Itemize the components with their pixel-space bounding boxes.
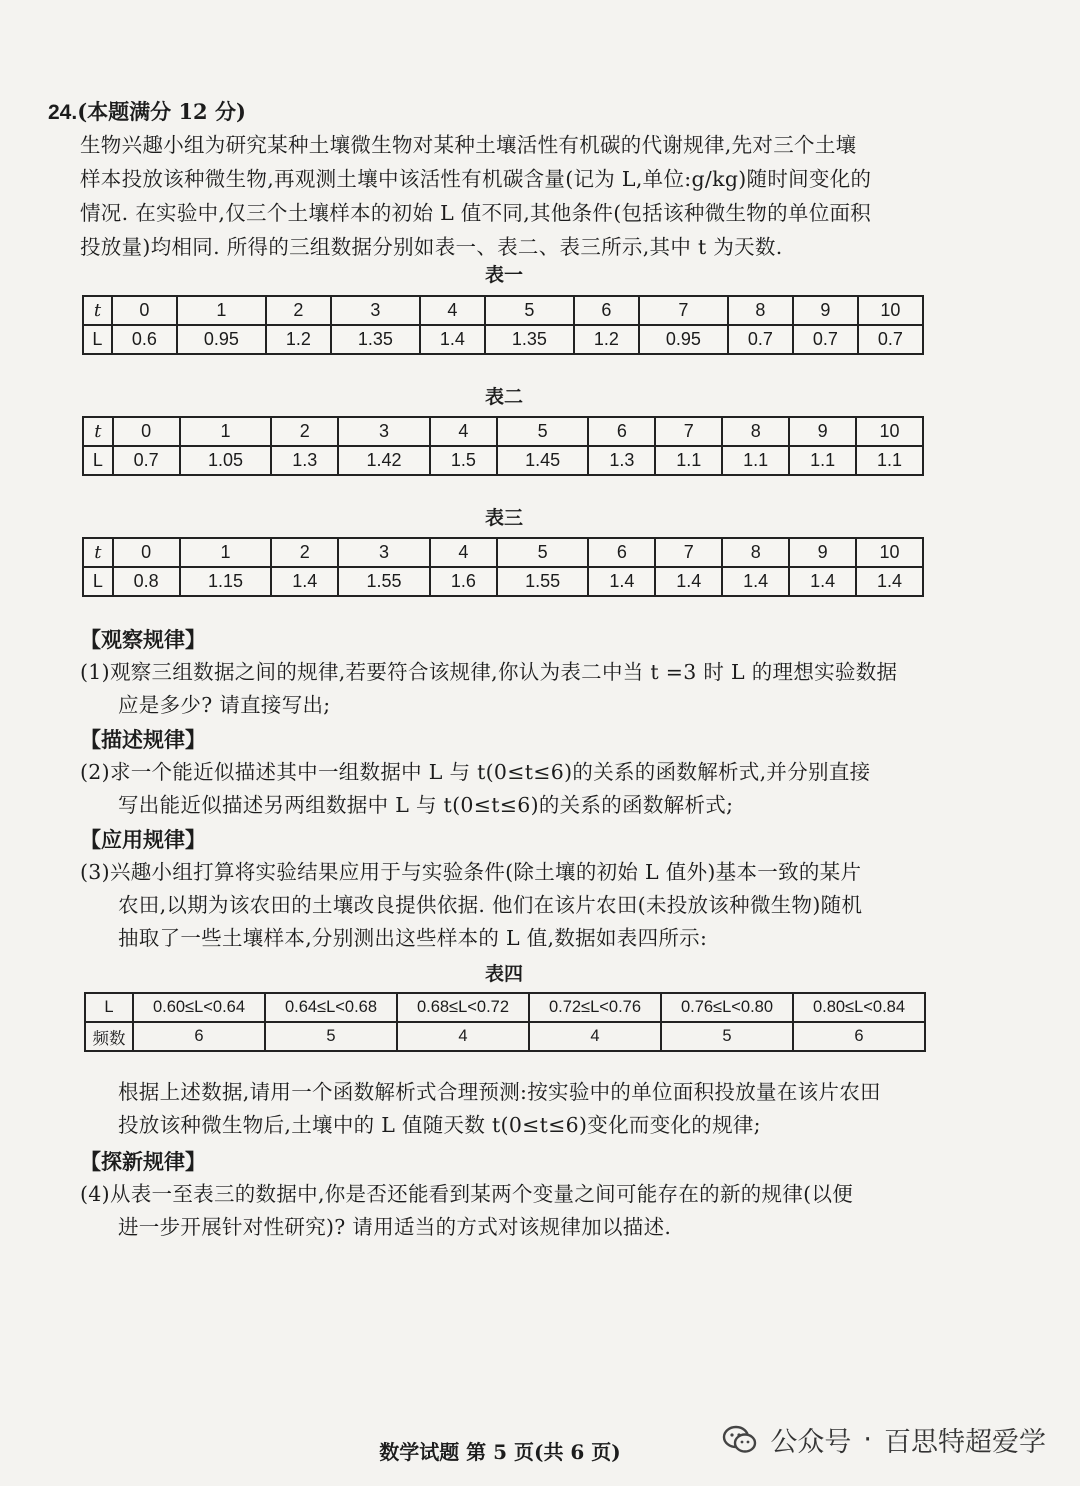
table-cell: 6 — [588, 538, 655, 567]
table-row — [83, 417, 923, 446]
table-cell: 1.1 — [856, 446, 923, 475]
table-cell: 4 — [430, 417, 497, 446]
wechat-icon — [722, 1424, 758, 1456]
table-cell: 1.1 — [722, 446, 789, 475]
table-cell: 1.1 — [789, 446, 856, 475]
intro-line: 投放量)均相同. 所得的三组数据分别如表一、表二、表三所示,其中 t 为天数. — [80, 235, 783, 259]
table-cell: 1 — [177, 296, 266, 325]
table-cell: 0.60≤L<0.64 — [133, 993, 265, 1022]
table-cell: 4 — [529, 1022, 661, 1051]
table-cell: 1.4 — [789, 567, 856, 596]
table-row — [83, 325, 923, 354]
table-cell: 10 — [856, 417, 923, 446]
question-part-4 — [80, 1178, 980, 1244]
table-cell: 1.2 — [574, 325, 639, 354]
intro-line: 生物兴趣小组为研究某种土壤微生物对某种土壤活性有机碳的代谢规律,先对三个土壤 — [80, 133, 857, 157]
table-cell: 0.6 — [112, 325, 177, 354]
table-cell: 1.35 — [485, 325, 574, 354]
table-cell: 1.05 — [180, 446, 272, 475]
table-cell: 10 — [856, 538, 923, 567]
part-line: (1)观察三组数据之间的规律,若要符合该规律,你认为表二中当 t =3 时 L 的理想实验数据 — [80, 660, 898, 684]
table-cell: 1.1 — [655, 446, 722, 475]
table-cell: 5 — [265, 1022, 397, 1051]
table-cell: 7 — [655, 417, 722, 446]
part-line: 农田,以期为该农田的土壤改良提供依据. 他们在该片农田(未投放该种微生物)随机 — [118, 893, 863, 917]
row-header: t — [83, 417, 113, 446]
section-observe-title: 【观察规律】 — [80, 627, 206, 652]
table-cell: 0.95 — [639, 325, 728, 354]
section-apply-title: 【应用规律】 — [80, 827, 206, 852]
watermark-account: 百思特超爱学 — [884, 1427, 1046, 1458]
table-cell: 0.76≤L<0.80 — [661, 993, 793, 1022]
row-header: L — [85, 993, 133, 1022]
table-cell: 1.4 — [588, 567, 655, 596]
table-row — [83, 567, 923, 596]
table-cell: 2 — [271, 538, 338, 567]
table-cell: 9 — [789, 538, 856, 567]
table-cell: 0.7 — [858, 325, 923, 354]
table-row — [85, 1022, 925, 1051]
table3-caption: 表三 — [484, 507, 523, 529]
table-cell: 1 — [180, 417, 272, 446]
question-part-3 — [80, 856, 980, 955]
table-cell: 6 — [133, 1022, 265, 1051]
table-cell: 1.4 — [655, 567, 722, 596]
table2-caption: 表二 — [484, 386, 523, 408]
table-cell: 0 — [113, 417, 180, 446]
table-cell: 7 — [655, 538, 722, 567]
table-cell: 0.72≤L<0.76 — [529, 993, 661, 1022]
intro-line: 样本投放该种微生物,再观测土壤中该活性有机碳含量(记为 L,单位:g/kg)随时间变化的 — [80, 167, 872, 191]
part-line: (4)从表一至表三的数据中,你是否还能看到某两个变量之间可能存在的新的规律(以便 — [80, 1182, 854, 1206]
table-cell: 0.7 — [113, 446, 180, 475]
table-cell: 1.2 — [266, 325, 331, 354]
table1-caption: 表一 — [484, 264, 523, 286]
table-row — [85, 993, 925, 1022]
row-header: L — [83, 567, 113, 596]
table-4 — [84, 992, 926, 1052]
question-intro — [80, 128, 940, 264]
table-cell: 0.95 — [177, 325, 266, 354]
table-cell: 1.5 — [430, 446, 497, 475]
table-cell: 0.7 — [728, 325, 793, 354]
part-line: 抽取了一些土壤样本,分别测出这些样本的 L 值,数据如表四所示: — [118, 926, 708, 950]
row-header: L — [83, 446, 113, 475]
intro-line: 情况. 在实验中,仅三个土壤样本的初始 L 值不同,其他条件(包括该种微生物的单位面积 — [80, 201, 872, 225]
table-cell: 0 — [112, 296, 177, 325]
table-cell: 6 — [793, 1022, 925, 1051]
table-1 — [82, 295, 924, 355]
table-cell: 6 — [574, 296, 639, 325]
row-header: t — [83, 296, 112, 325]
table-cell: 1 — [180, 538, 272, 567]
table-cell: 1.42 — [338, 446, 430, 475]
question-part-2 — [80, 756, 980, 822]
table-cell: 1.4 — [856, 567, 923, 596]
table-cell: 1.4 — [271, 567, 338, 596]
table-cell: 8 — [722, 538, 789, 567]
part-line: 应是多少? 请直接写出; — [118, 693, 331, 717]
table-cell: 2 — [271, 417, 338, 446]
part-line: 进一步开展针对性研究)? 请用适当的方式对该规律加以描述. — [118, 1215, 672, 1239]
watermark-separator: · — [863, 1424, 872, 1455]
table-cell: 5 — [661, 1022, 793, 1051]
table-row — [83, 446, 923, 475]
table-cell: 1.4 — [722, 567, 789, 596]
table-cell: 0.8 — [113, 567, 180, 596]
row-header: L — [83, 325, 112, 354]
table-cell: 6 — [588, 417, 655, 446]
table-2 — [82, 416, 924, 476]
table-cell: 1.55 — [338, 567, 430, 596]
table-cell: 0.68≤L<0.72 — [397, 993, 529, 1022]
question-score-note: (本题满分 12 分) — [77, 99, 246, 124]
table-cell: 4 — [397, 1022, 529, 1051]
section-describe-title: 【描述规律】 — [80, 727, 206, 752]
table-cell: 1.35 — [331, 325, 420, 354]
table-cell: 0.80≤L<0.84 — [793, 993, 925, 1022]
table-cell: 0.64≤L<0.68 — [265, 993, 397, 1022]
table-cell: 1.15 — [180, 567, 272, 596]
table-cell: 8 — [728, 296, 793, 325]
question-number: 24. — [48, 101, 78, 124]
table-cell: 1.45 — [497, 446, 589, 475]
section-explore-title: 【探新规律】 — [80, 1149, 206, 1174]
watermark — [722, 1420, 1046, 1459]
row-header: 频数 — [85, 1022, 133, 1051]
table-cell: 8 — [722, 417, 789, 446]
table-cell: 3 — [338, 417, 430, 446]
table-cell: 3 — [331, 296, 420, 325]
table-cell: 4 — [430, 538, 497, 567]
part-line: (3)兴趣小组打算将实验结果应用于与实验条件(除土壤的初始 L 值外)基本一致的某片 — [80, 860, 862, 884]
table-cell: 1.3 — [588, 446, 655, 475]
page-footer: 数学试题 第 5 页(共 6 页) — [379, 1440, 621, 1464]
table-cell: 1.3 — [271, 446, 338, 475]
table-cell: 9 — [789, 417, 856, 446]
table-cell: 5 — [485, 296, 574, 325]
question-header — [48, 96, 246, 126]
part-line: (2)求一个能近似描述其中一组数据中 L 与 t(0≤t≤6)的关系的函数解析式,并分别直接 — [80, 760, 871, 784]
table-cell: 1.4 — [420, 325, 485, 354]
table-3 — [82, 537, 924, 597]
table-cell: 1.55 — [497, 567, 589, 596]
part-line: 投放该种微生物后,土壤中的 L 值随天数 t(0≤t≤6)变化而变化的规律; — [118, 1113, 761, 1137]
watermark-label: 公众号 — [770, 1427, 852, 1458]
table-cell: 3 — [338, 538, 430, 567]
row-header: t — [83, 538, 113, 567]
table-cell: 4 — [420, 296, 485, 325]
table-cell: 5 — [497, 538, 589, 567]
question-part-1 — [80, 656, 980, 722]
table-cell: 9 — [793, 296, 858, 325]
table-cell: 5 — [497, 417, 589, 446]
table-cell: 0 — [113, 538, 180, 567]
table-row — [83, 538, 923, 567]
part-line: 写出能近似描述另两组数据中 L 与 t(0≤t≤6)的关系的函数解析式; — [118, 793, 734, 817]
table4-caption: 表四 — [484, 963, 523, 985]
table-cell: 0.7 — [793, 325, 858, 354]
question-part-3-followup — [118, 1076, 978, 1142]
table-cell: 10 — [858, 296, 923, 325]
table-row — [83, 296, 923, 325]
table-cell: 2 — [266, 296, 331, 325]
table-cell: 1.6 — [430, 567, 497, 596]
part-line: 根据上述数据,请用一个函数解析式合理预测:按实验中的单位面积投放量在该片农田 — [118, 1080, 881, 1104]
table-cell: 7 — [639, 296, 728, 325]
